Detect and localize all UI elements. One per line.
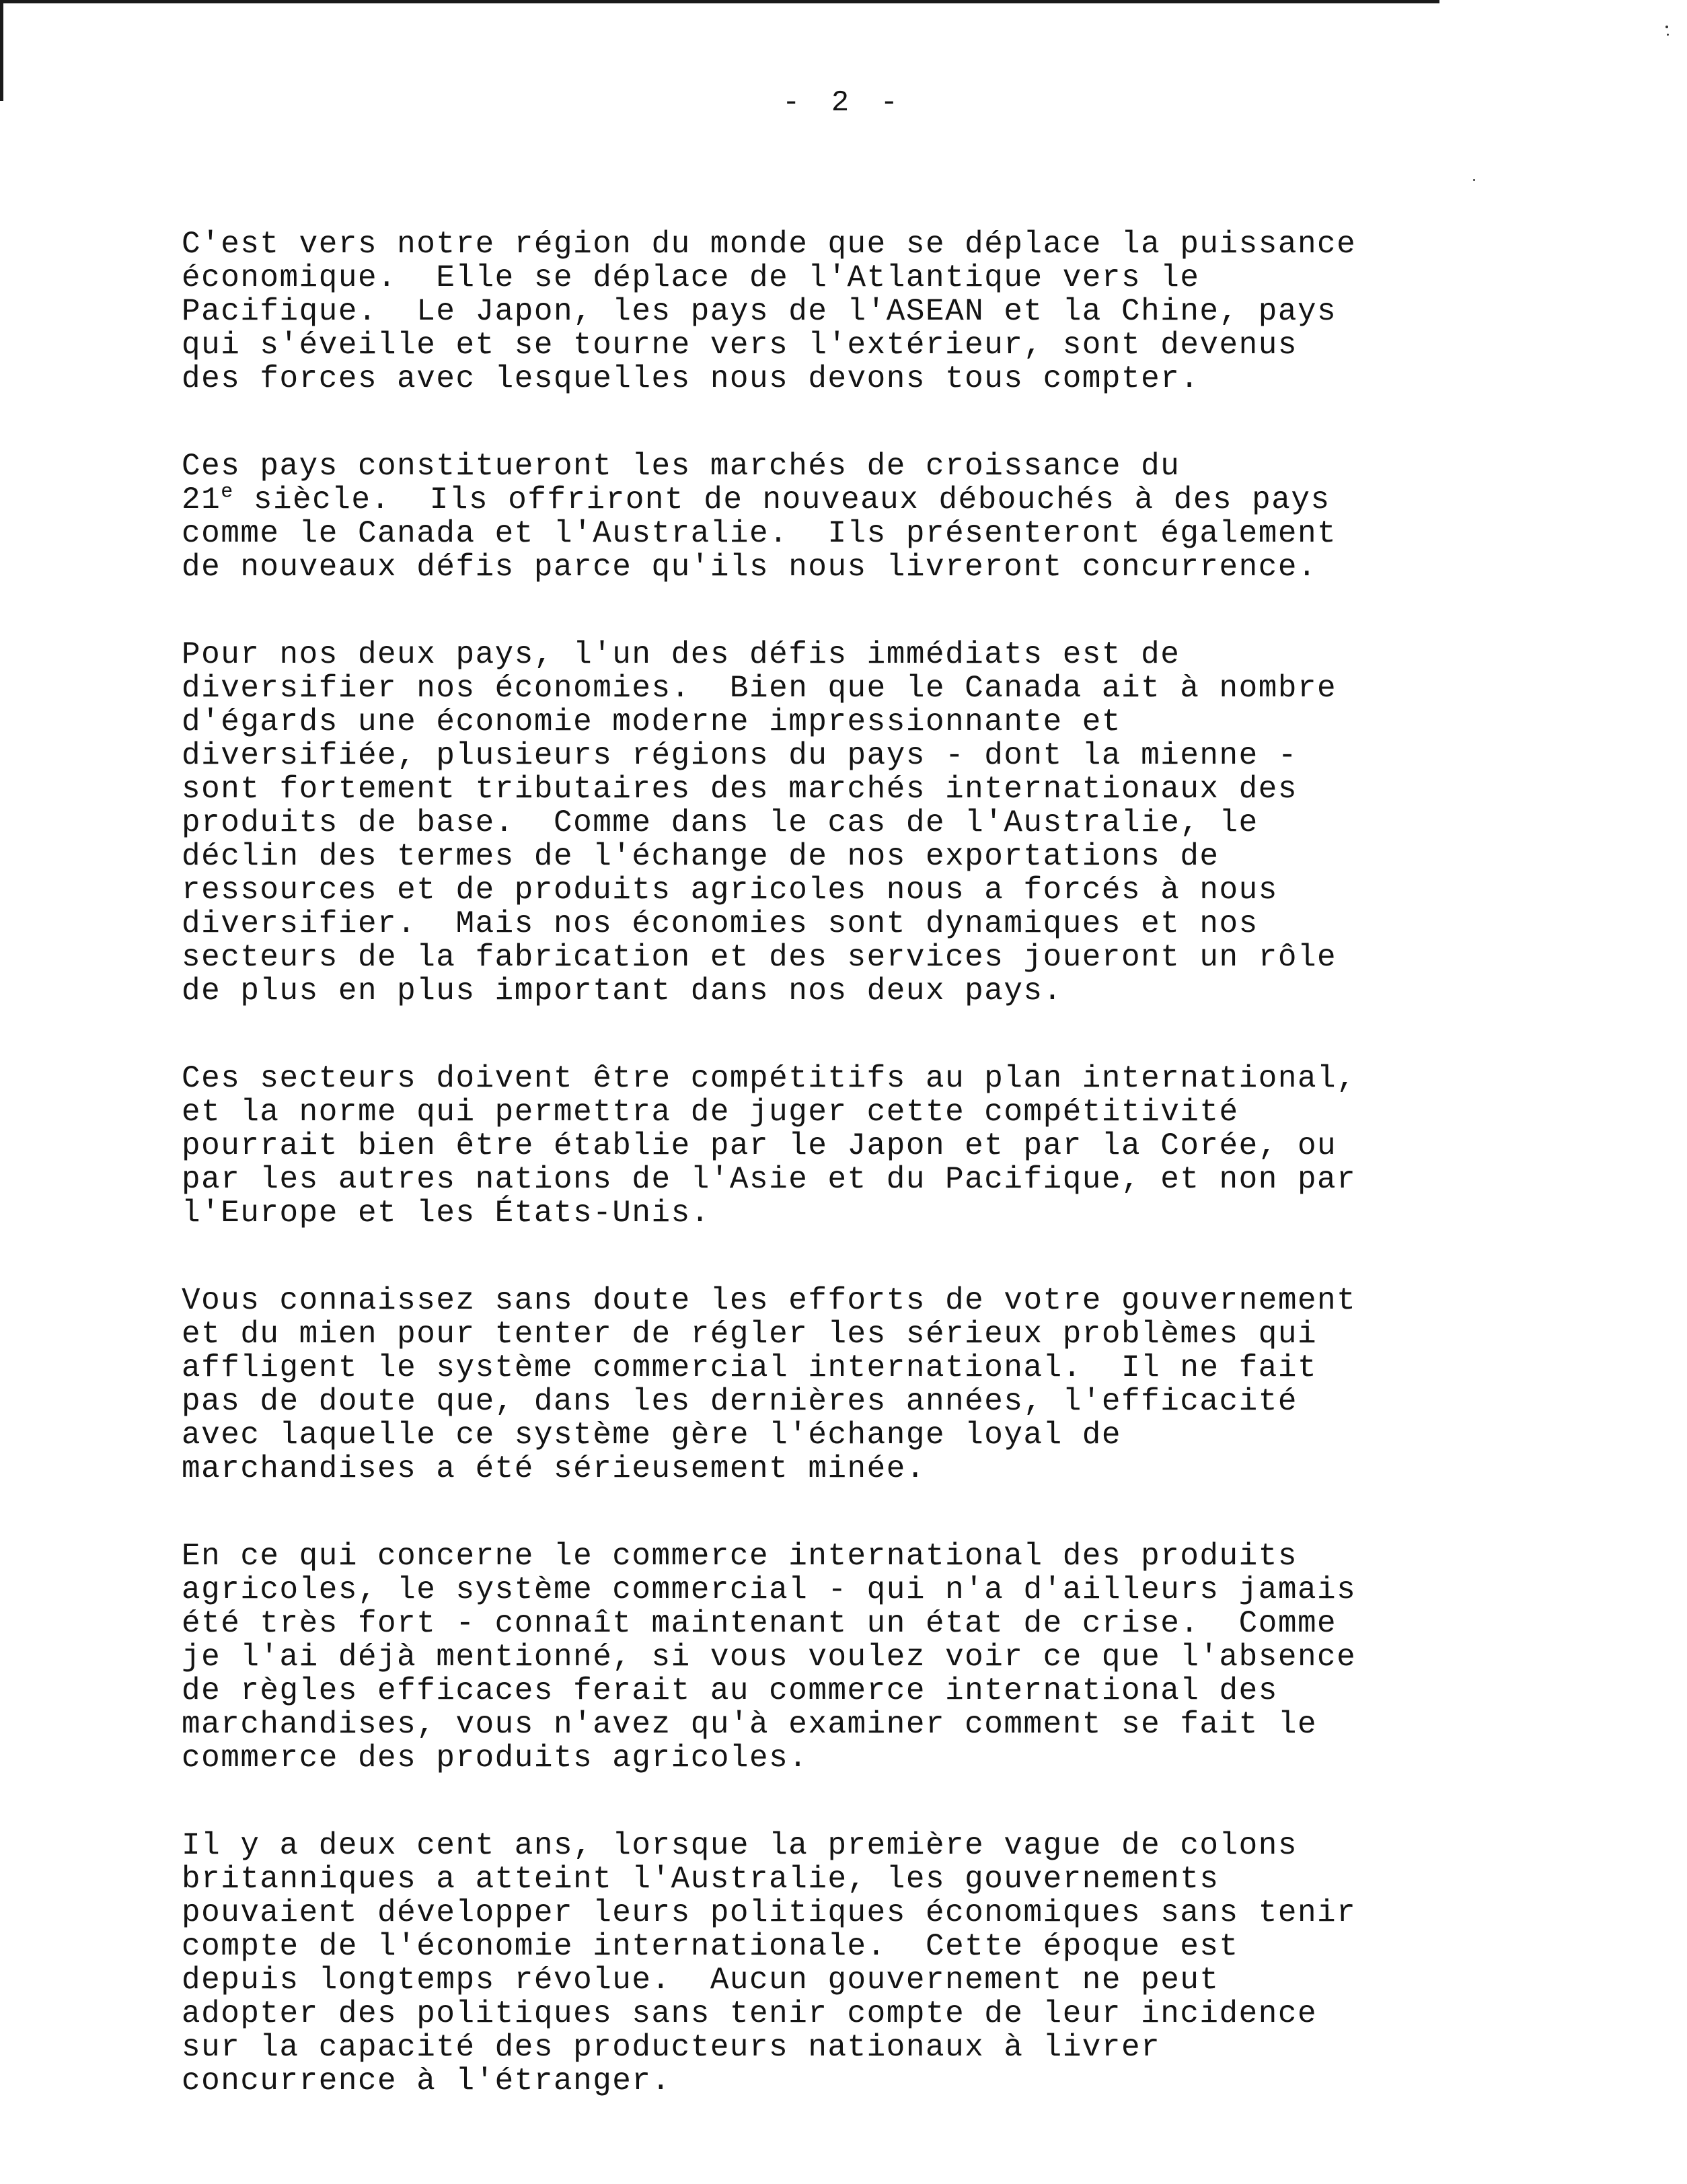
text-line: Pour nos deux pays, l'un des défis immédiats est de xyxy=(182,637,1180,672)
text-line: Ces pays constitueront les marchés de croissance du xyxy=(182,449,1180,484)
top-edge-rule xyxy=(0,0,1439,3)
text-line: britanniques a atteint l'Australie, les gouvernements xyxy=(182,1862,1220,1897)
paragraph-6 xyxy=(182,1539,1446,1775)
page-number: - 2 - xyxy=(782,86,905,120)
text-line: secteurs de la fabrication et des services joueront un rôle xyxy=(182,940,1337,975)
text-line: diversifier nos économies. Bien que le Canada ait à nombre xyxy=(182,671,1337,706)
text-line: comme le Canada et l'Australie. Ils présenteront également xyxy=(182,516,1337,551)
text-line: déclin des termes de l'échange de nos exportations de xyxy=(182,839,1220,874)
text-line: Pacifique. Le Japon, les pays de l'ASEAN et la Chine, pays xyxy=(182,294,1337,329)
scan-speck xyxy=(1667,34,1669,36)
text-line: d'égards une économie moderne impressionnante et xyxy=(182,704,1122,739)
paragraph-4 xyxy=(182,1062,1446,1230)
text-line: En ce qui concerne le commerce international des produits xyxy=(182,1539,1298,1574)
text-line: adopter des politiques sans tenir compte de leur incidence xyxy=(182,1996,1318,2031)
text-line-with-superscript xyxy=(182,480,1446,517)
text-line: marchandises, vous n'avez qu'à examiner comment se fait le xyxy=(182,1707,1318,1742)
paragraph-3 xyxy=(182,638,1446,1008)
text-line: ressources et de produits agricoles nous a forcés à nous xyxy=(182,873,1278,908)
text-line: Il y a deux cent ans, lorsque la première vague de colons xyxy=(182,1828,1298,1863)
paragraph-7 xyxy=(182,1829,1446,2098)
text-line: affligent le système commercial international. Il ne fait xyxy=(182,1350,1318,1385)
text-line: été très fort - connaît maintenant un état de crise. Comme xyxy=(182,1606,1337,1641)
paragraph-1 xyxy=(182,227,1446,396)
text-line: marchandises a été sérieusement minée. xyxy=(182,1451,926,1486)
text-line: l'Europe et les États-Unis. xyxy=(182,1196,710,1231)
text-line: Ces secteurs doivent être compétitifs au plan international, xyxy=(182,1061,1357,1096)
text-line: et la norme qui permettra de juger cette compétitivité xyxy=(182,1095,1239,1130)
scan-speck xyxy=(1473,179,1475,181)
text-line: et du mien pour tenter de régler les sérieux problèmes qui xyxy=(182,1317,1318,1352)
text-line: diversifier. Mais nos économies sont dynamiques et nos xyxy=(182,906,1259,941)
text-line: pouvaient développer leurs politiques économiques sans tenir xyxy=(182,1895,1357,1930)
text-line: produits de base. Comme dans le cas de l'Australie, le xyxy=(182,805,1259,840)
text-line: compte de l'économie internationale. Cette époque est xyxy=(182,1929,1239,1964)
paragraph-2 xyxy=(182,449,1446,584)
text-line: C'est vers notre région du monde que se déplace la puissance xyxy=(182,227,1357,262)
text-line: par les autres nations de l'Asie et du Pacifique, et non par xyxy=(182,1162,1357,1197)
paragraph-5 xyxy=(182,1284,1446,1486)
scan-speck xyxy=(1665,26,1668,28)
text-line: pas de doute que, dans les dernières années, l'efficacité xyxy=(182,1384,1298,1419)
text-line: avec laquelle ce système gère l'échange loyal de xyxy=(182,1418,1122,1453)
text-line: de nouveaux défis parce qu'ils nous livreront concurrence. xyxy=(182,550,1318,585)
text-line: de plus en plus important dans nos deux pays. xyxy=(182,974,1063,1009)
text-line: pourrait bien être établie par le Japon et par la Corée, ou xyxy=(182,1128,1337,1163)
text-line: agricoles, le système commercial - qui n'a d'ailleurs jamais xyxy=(182,1572,1357,1607)
text-line-rest: siècle. Ils offriront de nouveaux débouchés à des pays xyxy=(233,482,1330,517)
superscript-e: e xyxy=(221,480,234,504)
text-line: Vous connaissez sans doute les efforts de votre gouvernement xyxy=(182,1283,1357,1318)
text-line: diversifiée, plusieurs régions du pays - dont la mienne - xyxy=(182,738,1298,773)
text-line: économique. Elle se déplace de l'Atlantique vers le xyxy=(182,260,1200,295)
text-line: concurrence à l'étranger. xyxy=(182,2064,671,2099)
text-line: sur la capacité des producteurs nationaux à livrer xyxy=(182,2030,1161,2065)
document-body xyxy=(182,227,1446,2152)
text-line: je l'ai déjà mentionné, si vous voulez voir ce que l'absence xyxy=(182,1640,1357,1675)
text-line: commerce des produits agricoles. xyxy=(182,1741,809,1776)
text-line: qui s'éveille et se tourne vers l'extérieur, sont devenus xyxy=(182,328,1298,363)
text-line: sont fortement tributaires des marchés internationaux des xyxy=(182,772,1298,807)
text-line: depuis longtemps révolue. Aucun gouvernement ne peut xyxy=(182,1963,1220,1998)
century-number: 21 xyxy=(182,482,221,517)
text-line: de règles efficaces ferait au commerce international des xyxy=(182,1673,1278,1708)
text-line: des forces avec lesquelles nous devons tous compter. xyxy=(182,361,1200,396)
